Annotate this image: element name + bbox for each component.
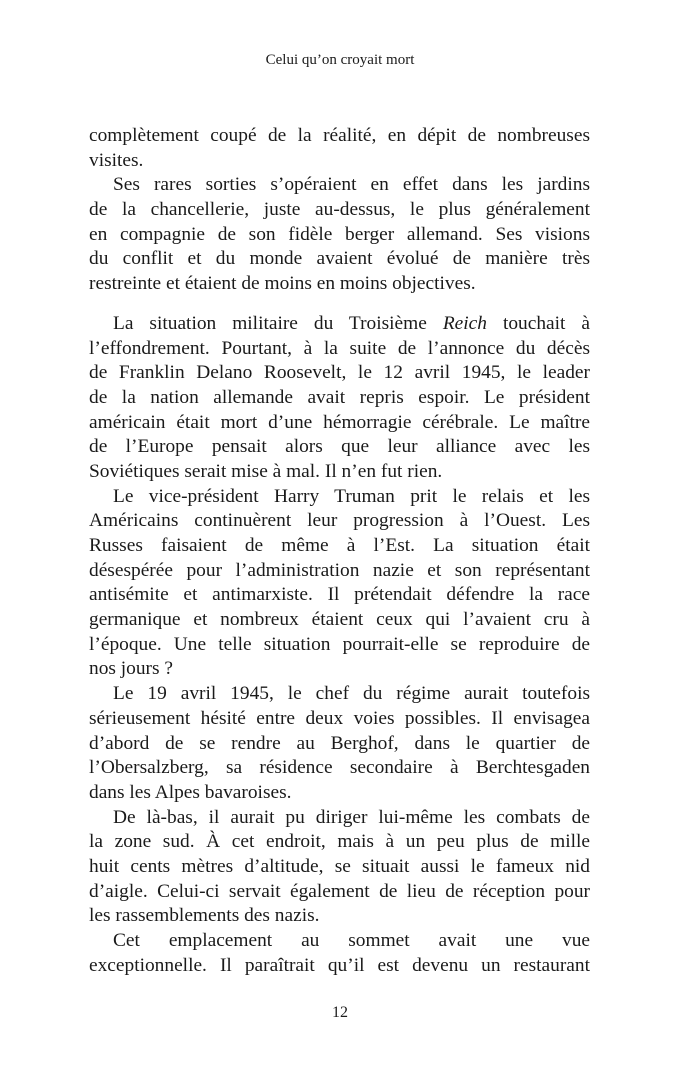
text-line: désespérée pour l’administration nazie et son représentant bbox=[89, 559, 590, 581]
text-line: américain était mort d’une hémorragie cérébrale. Le maître bbox=[89, 411, 590, 433]
text-line: exceptionnelle. Il paraîtrait qu’il est devenu un restaurant bbox=[89, 954, 590, 976]
text-line: d’abord de se rendre au Berghof, dans le quartier de bbox=[89, 732, 590, 754]
paragraph bbox=[89, 929, 590, 978]
text-line: dans les Alpes bavaroises. bbox=[89, 781, 292, 803]
page-number: 12 bbox=[332, 1004, 348, 1021]
text-line: les rassemblements des nazis. bbox=[89, 905, 320, 927]
text-line: Le 19 avril 1945, le chef du régime aurait toutefois bbox=[113, 683, 590, 705]
text-line: l’effondrement. Pourtant, à la suite de l’annonce du décès bbox=[89, 337, 590, 359]
text-line: visites. bbox=[89, 149, 144, 171]
text-line: Américains continuèrent leur progression à l’Ouest. Les bbox=[89, 510, 590, 532]
text-line: germanique et nombreux étaient ceux qui l’avaient cru à bbox=[89, 609, 590, 631]
text-line: La situation militaire du Troisième Reich touchait à bbox=[113, 312, 591, 334]
italic-term: Reich bbox=[442, 312, 487, 334]
running-head: Celui qu’on croyait mort bbox=[265, 52, 415, 68]
text-line: de Franklin Delano Roosevelt, le 12 avril 1945, le leader bbox=[89, 362, 590, 384]
text-line: restreinte et étaient de moins en moins objectives. bbox=[89, 273, 476, 295]
text-line: du conflit et du monde avaient évolué de manière très bbox=[89, 248, 590, 270]
text-line: d’aigle. Celui-ci servait également de lieu de réception pour bbox=[89, 880, 590, 902]
text-line: la zone sud. À cet endroit, mais à un peu plus de mille bbox=[89, 831, 590, 853]
text-line: Soviétiques serait mise à mal. Il n’en fut rien. bbox=[89, 460, 443, 482]
paragraph bbox=[89, 485, 590, 683]
text-line: l’époque. Une telle situation pourrait-elle se reproduire de bbox=[89, 633, 590, 655]
text-line: antisémite et antimarxiste. Il prétendait défendre la race bbox=[89, 584, 590, 606]
text-line: en compagnie de son fidèle berger allemand. Ses visions bbox=[89, 223, 590, 245]
text-line: Ses rares sorties s’opéraient en effet dans les jardins bbox=[113, 174, 590, 196]
text-line: l’Obersalzberg, sa résidence secondaire à Berchtesgaden bbox=[89, 757, 590, 779]
text-line: de la chancellerie, juste au-dessus, le plus généralement bbox=[89, 199, 590, 221]
text-line: Le vice-président Harry Truman prit le relais et les bbox=[113, 485, 590, 507]
body-text bbox=[89, 124, 590, 978]
paragraph bbox=[89, 682, 590, 805]
paragraph bbox=[89, 124, 590, 173]
text-line: complètement coupé de la réalité, en dépit de nombreuses bbox=[89, 125, 590, 146]
text-line: de l’Europe pensait alors que leur alliance avec les bbox=[89, 436, 590, 458]
text-line: sérieusement hésité entre deux voies possibles. Il envisagea bbox=[89, 707, 590, 729]
text-line: de la nation allemande avait repris espoir. Le président bbox=[89, 386, 590, 408]
text-line: Russes faisaient de même à l’Est. La situation était bbox=[89, 535, 590, 556]
text-line: Cet emplacement au sommet avait une vue bbox=[113, 930, 590, 951]
paragraph bbox=[89, 806, 590, 929]
text-line: huit cents mètres d’altitude, se situait aussi le fameux nid bbox=[89, 855, 590, 877]
text-line: nos jours ? bbox=[89, 658, 174, 680]
paragraph bbox=[89, 173, 590, 296]
paragraph bbox=[89, 312, 590, 485]
text-line: De là-bas, il aurait pu diriger lui-même les combats de bbox=[113, 806, 590, 828]
